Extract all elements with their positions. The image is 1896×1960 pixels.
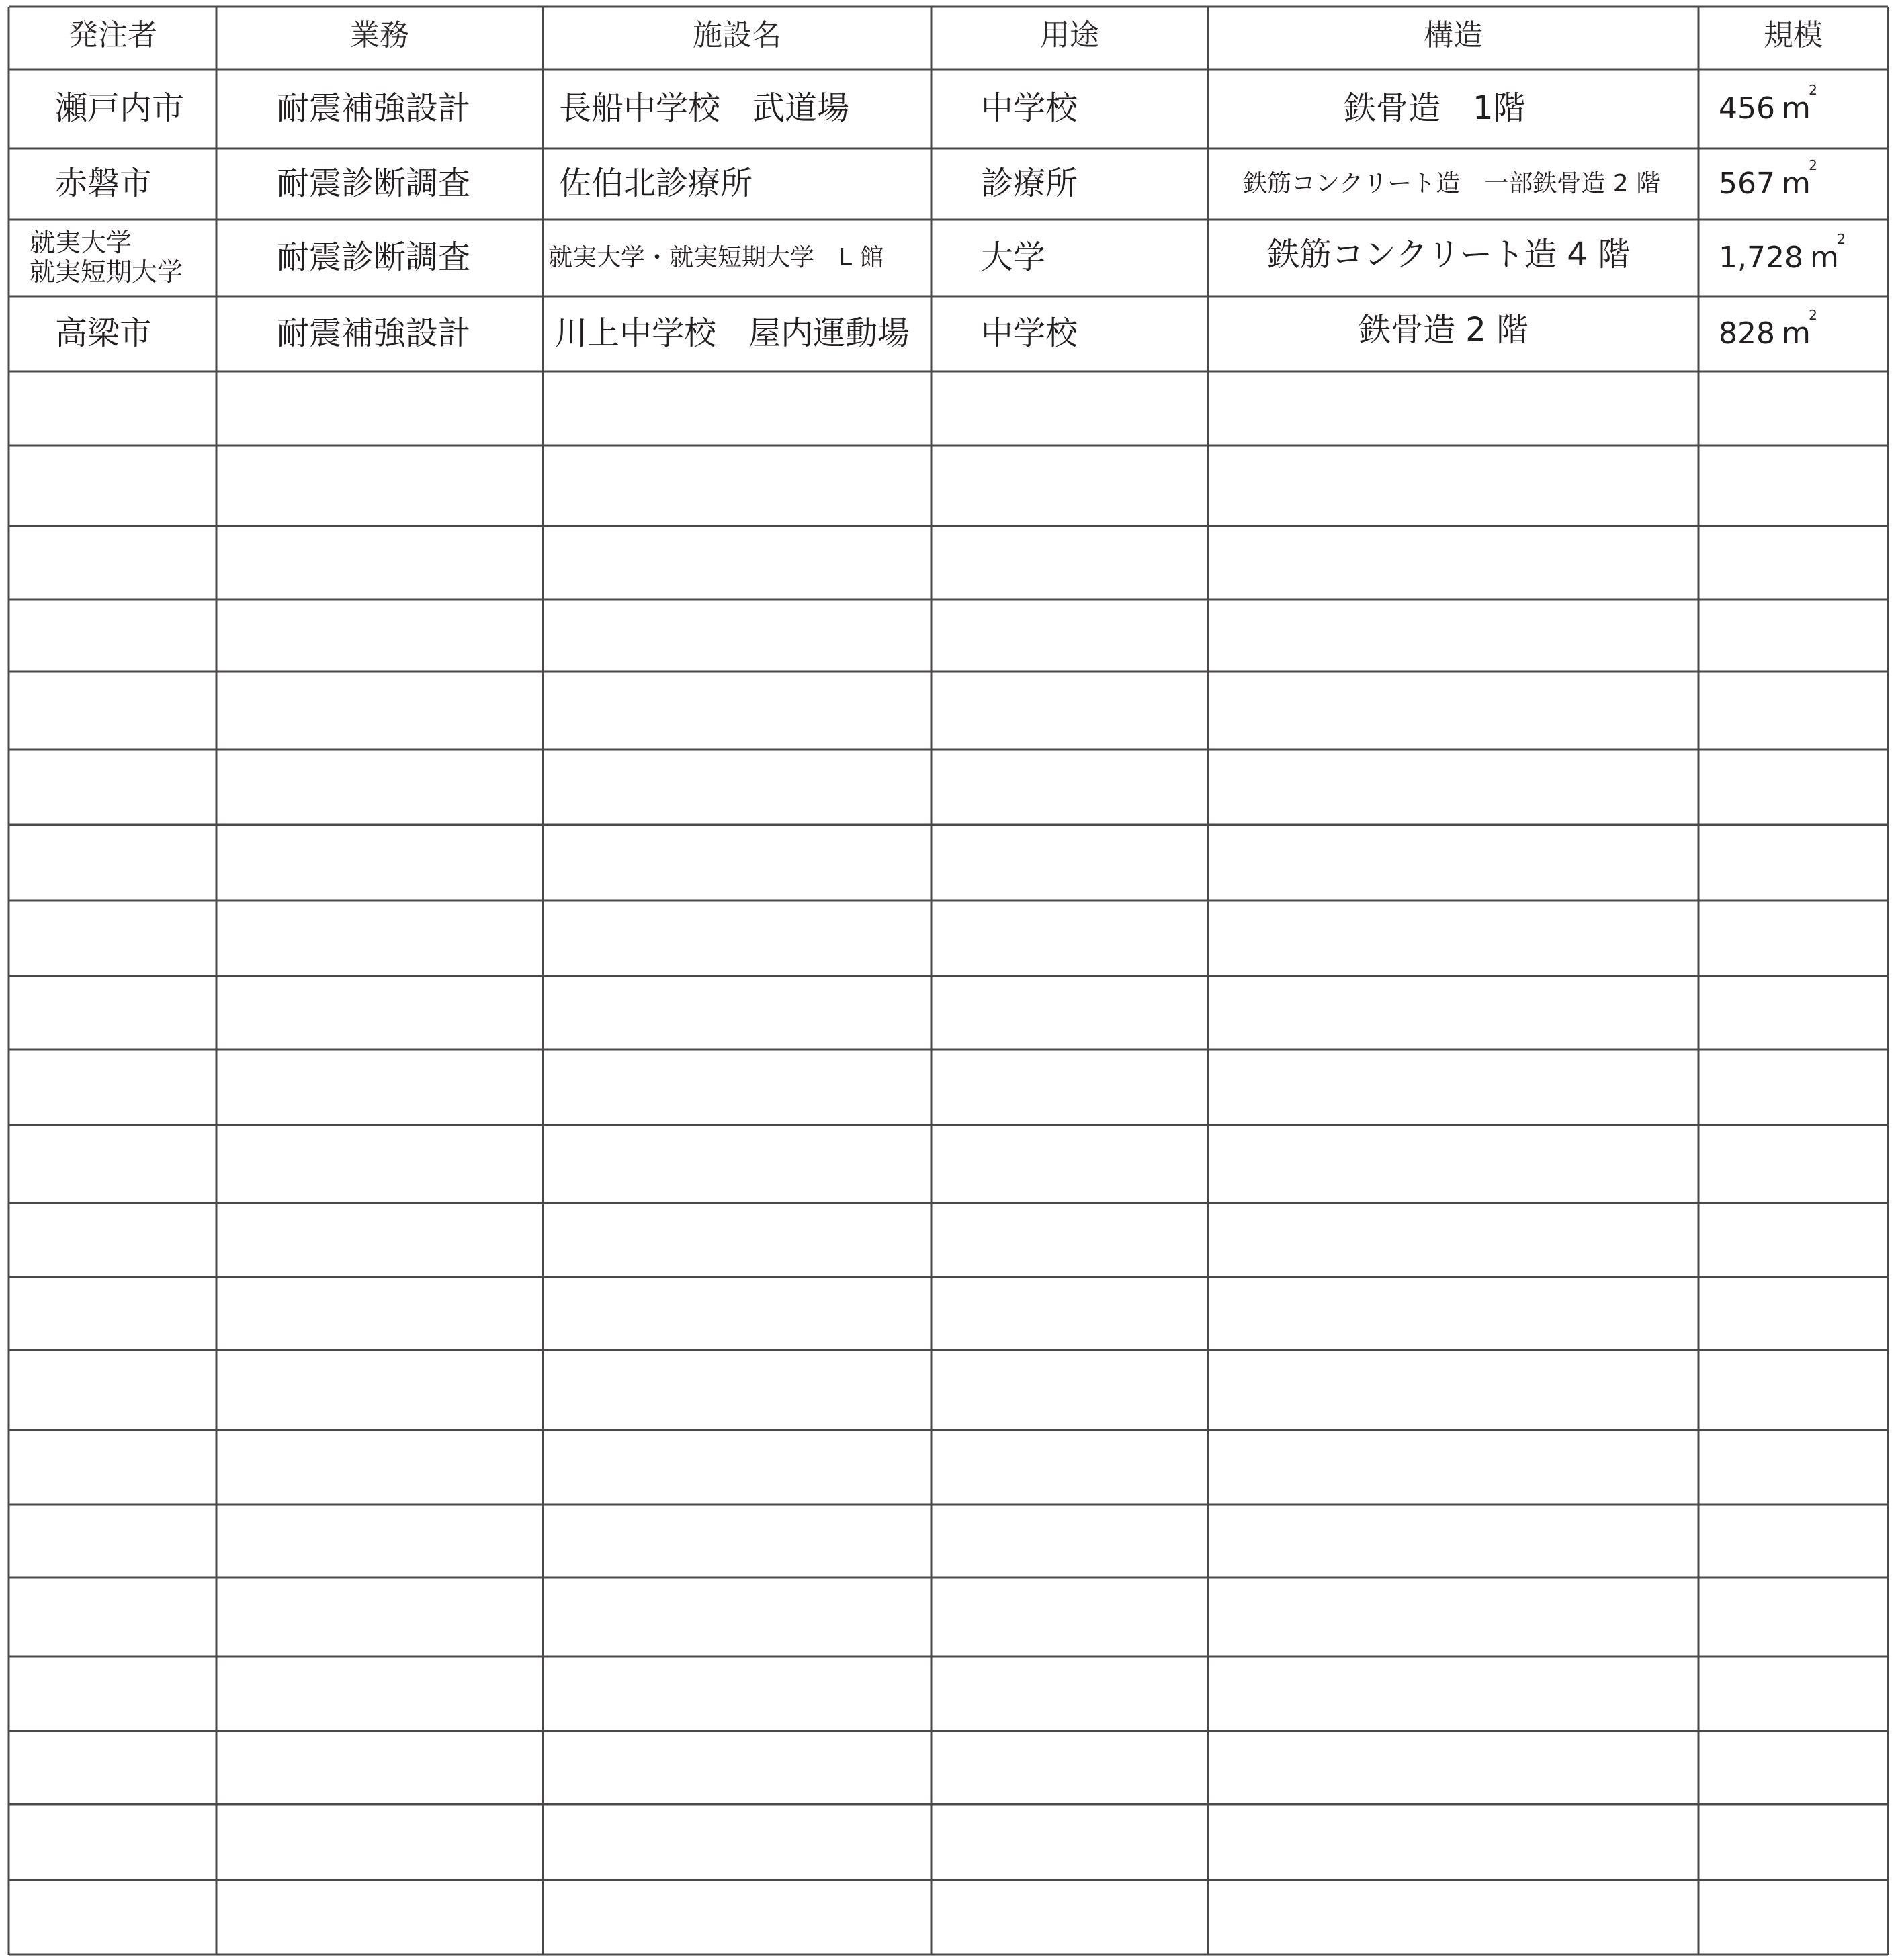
- square-meter-unit: m 2: [1781, 157, 1817, 201]
- table-row-1-scale: 456 m 2: [1719, 81, 1817, 126]
- table-row-4-work: 耐震補強設計: [277, 314, 471, 353]
- table-row-3-use: 大学: [981, 238, 1046, 277]
- table-row-2-structure: 鉄筋コンクリート造 一部鉄骨造 2 階: [1243, 170, 1661, 198]
- header-client: 発注者: [69, 17, 157, 52]
- table-row-1-facility: 長船中学校 武道場: [559, 89, 850, 128]
- table-row-3-work: 耐震診断調査: [277, 238, 471, 277]
- header-scale: 規模: [1764, 17, 1823, 52]
- table-row-2-facility: 佐伯北診療所: [559, 165, 753, 203]
- table-row-3-scale: 1,728 m 2: [1719, 230, 1846, 275]
- table-row-2-scale: 567 m 2: [1719, 157, 1817, 201]
- table-row-1-client: 瀬戸内市: [55, 89, 185, 128]
- table-row-4-use: 中学校: [981, 314, 1078, 353]
- table-row-1-work: 耐震補強設計: [277, 89, 471, 128]
- square-meter-unit: m 2: [1781, 81, 1817, 126]
- table-row-3-structure: 鉄筋コンクリート造 4 階: [1267, 236, 1631, 274]
- square-meter-unit: m 2: [1781, 306, 1817, 351]
- table-row-1-structure: 鉄骨造 1階: [1344, 89, 1526, 128]
- header-work: 業務: [350, 17, 409, 52]
- table-row-2-work: 耐震診断調査: [277, 165, 471, 203]
- header-facility: 施設名: [693, 17, 781, 52]
- square-meter-unit: m 2: [1809, 230, 1846, 275]
- header-structure: 構造: [1424, 17, 1483, 52]
- table-row-2-use: 診療所: [981, 165, 1078, 203]
- table-row-3-client: 就実大学 就実短期大学: [30, 228, 183, 287]
- table-row-3-facility: 就実大学・就実短期大学 L 館: [548, 244, 884, 272]
- table-row-2-client: 赤磐市: [55, 165, 153, 203]
- table-row-4-facility: 川上中学校 屋内運動場: [555, 314, 910, 353]
- table-row-1-use: 中学校: [981, 89, 1078, 128]
- table-row-4-structure: 鉄骨造 2 階: [1359, 311, 1529, 349]
- header-use: 用途: [1040, 17, 1099, 52]
- table-row-4-scale: 828 m 2: [1719, 306, 1817, 351]
- table-row-4-client: 高梁市: [55, 314, 153, 353]
